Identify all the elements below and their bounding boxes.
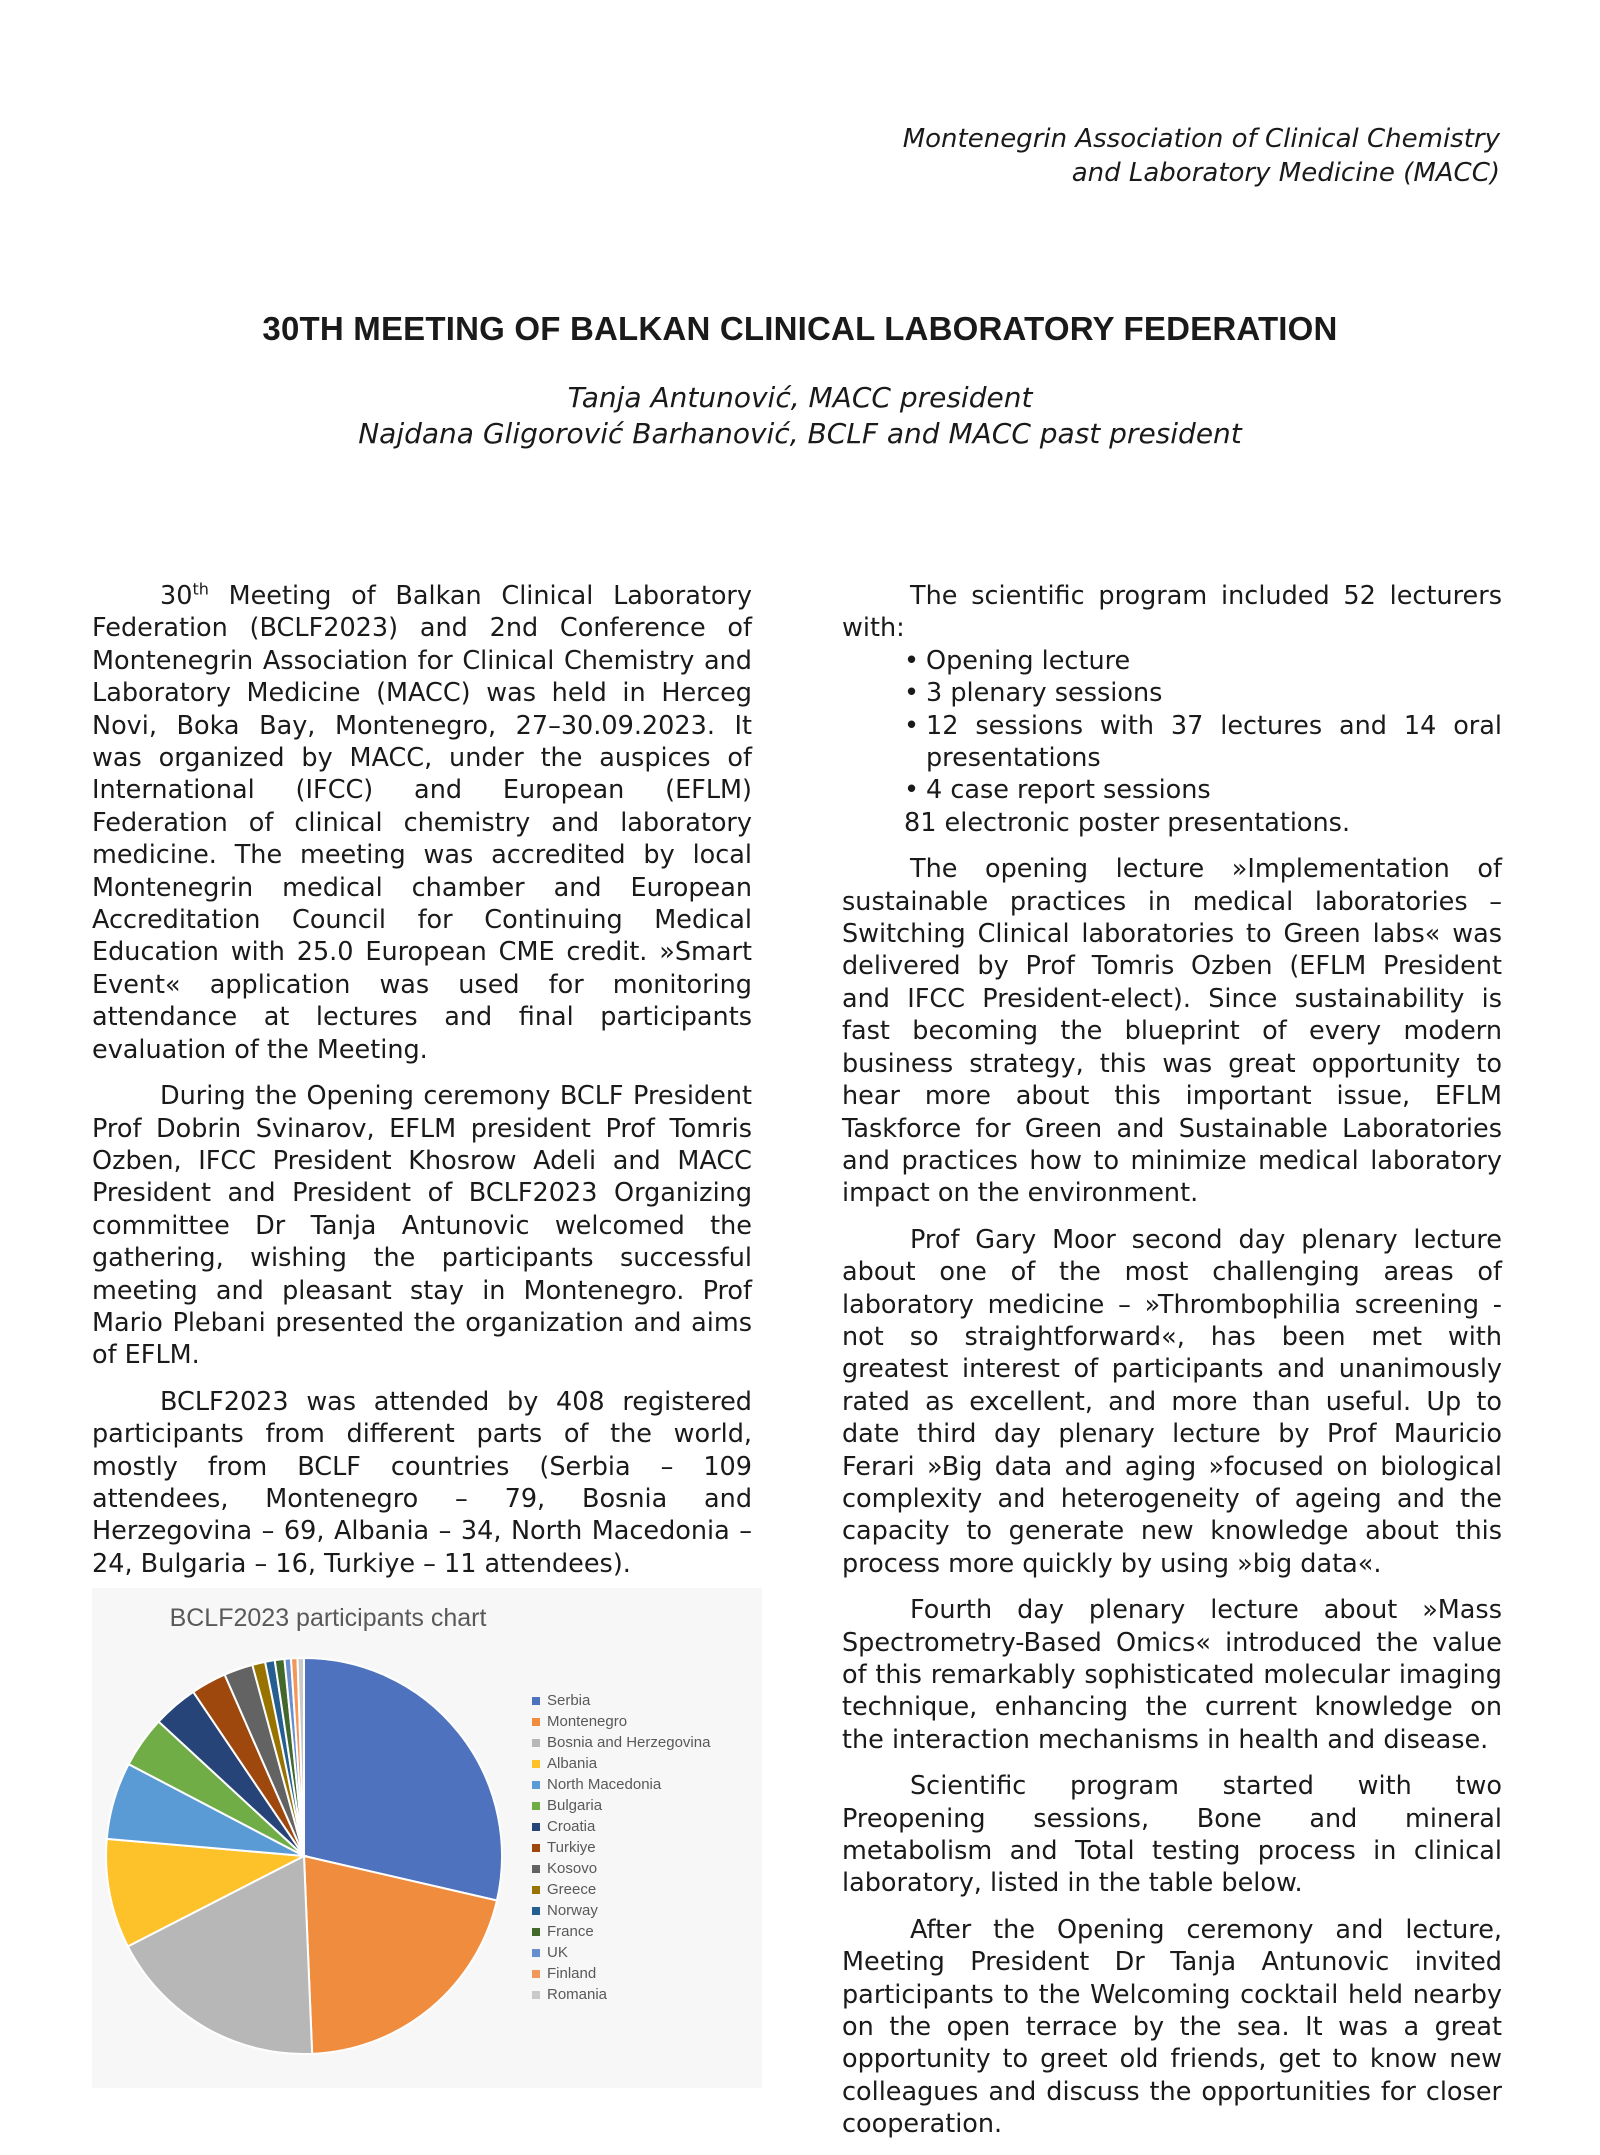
chart-title: BCLF2023 participants chart [169, 1604, 487, 1632]
legend-swatch [532, 1697, 540, 1705]
legend-label: Croatia [547, 1818, 596, 1835]
list-item: • Opening lecture [904, 645, 1502, 677]
legend-swatch [532, 1949, 540, 1957]
legend-swatch [532, 1991, 540, 1999]
paragraph-second-day: Prof Gary Moor second day plenary lecture about one of the most challenging areas of laboratory medicine – »Thrombophilia screening - not so straightforward«, has been met with greatest interest of participants and unanimously rated as excellent, and more than useful. Up to date third day plenary lecture by Prof Mauricio Ferari »Big data and aging »focused on biological complexity and heterogeneity of ageing and the capacity to generate new knowledge about this process more quickly by using »big data«. [842, 1224, 1502, 1579]
legend-swatch [532, 1970, 540, 1978]
legend-label: Kosovo [547, 1860, 598, 1877]
legend-label: Montenegro [547, 1713, 628, 1730]
paragraph-fourth-day: Fourth day plenary lecture about »Mass Spectrometry-Based Omics« introduced the value of this remarkably sophisticated molecular imaging technique, enhancing the current knowledge on the interaction mechanisms in health and disease. [842, 1595, 1502, 1755]
paragraph-cocktail: After the Opening ceremony and lecture, Meeting President Dr Tanja Antunovic invited participants to the Welcoming cocktail held nearby on the open terrace by the sea. It was a great opportunity to greet old friends, get to know new colleagues and discuss the opportunities for closer cooperation. [842, 1914, 1502, 2140]
legend-label: Albania [547, 1755, 598, 1772]
right-column [842, 580, 1502, 2155]
left-column [92, 580, 752, 1594]
legend-swatch [532, 1886, 540, 1894]
poster-line: 81 electronic poster presentations. [904, 807, 1351, 838]
authors [0, 380, 1600, 452]
legend-swatch [532, 1865, 540, 1873]
legend-label: Finland [547, 1965, 597, 1982]
legend-swatch [532, 1718, 540, 1726]
legend-label: France [547, 1923, 594, 1940]
legend-label: Bosnia and Herzegovina [547, 1734, 711, 1751]
legend-label: Serbia [547, 1692, 591, 1709]
org-line-1: Montenegrin Association of Clinical Chemistry [902, 124, 1500, 154]
legend-label: Romania [547, 1986, 608, 2003]
org-line-2: and Laboratory Medicine (MACC) [1071, 158, 1500, 188]
legend-label: Greece [547, 1881, 597, 1898]
paragraph-preopening: Scientific program started with two Preopening sessions, Bone and mineral metabolism and Total testing process in clinical laboratory, listed in the table below. [842, 1771, 1502, 1899]
paragraph-program: The scientific program included 52 lecturers with: [842, 581, 1502, 644]
legend-label: UK [547, 1944, 568, 1961]
list-item: • 3 plenary sessions [904, 677, 1502, 709]
program-list [842, 645, 1502, 807]
legend-swatch [532, 1760, 540, 1768]
list-item: • 12 sessions with 37 lectures and 14 oral presentations [904, 710, 1502, 775]
legend-swatch [532, 1823, 540, 1831]
legend-swatch [532, 1907, 540, 1915]
paragraph-intro: 30th Meeting of Balkan Clinical Laboratory Federation (BCLF2023) and 2nd Conference of Montenegrin Association for Clinical Chemistry and Laboratory Medicine (MACC) was held in Herceg Novi, Boka Bay, Montenegro, 27–30.09.2023. It was organized by MACC, under the auspices of International (IFCC) and European (EFLM) Federation of clinical chemistry and laboratory medicine. The meeting was accredited by local Montenegrin medical chamber and European Accreditation Council for Continuing Medical Education with 25.0 European CME credit. »Smart Event« application was used for monitoring attendance at lectures and final participants evaluation of the Meeting. [92, 579, 752, 1065]
legend-swatch [532, 1928, 540, 1936]
legend-label: North Macedonia [547, 1776, 662, 1793]
paragraph-attendance: BCLF2023 was attended by 408 registered participants from different parts of the world, mostly from BCLF countries (Serbia – 109 attendees, Montenegro – 79, Bosnia and Herzegovina – 69, Albania – 34, North Macedonia – 24, Bulgaria – 16, Turkiye – 11 attendees). [92, 1386, 752, 1579]
legend-label: Turkiye [547, 1839, 596, 1856]
legend-swatch [532, 1781, 540, 1789]
legend-swatch [532, 1844, 540, 1852]
participants-pie-chart [92, 1588, 762, 2088]
legend-swatch [532, 1739, 540, 1747]
paragraph-opening-ceremony: During the Opening ceremony BCLF President Prof Dobrin Svinarov, EFLM president Prof Tomris Ozben, IFCC President Khosrow Adeli and MACC President and President of BCLF2023 Organizing committee Dr Tanja Antunovic welcomed the gathering, wishing the participants successful meeting and pleasant stay in Montenegro. Prof Mario Plebani presented the organization and aims of EFLM. [92, 1081, 752, 1371]
pie-chart-svg [92, 1588, 762, 2088]
author-1: Tanja Antunović, MACC president [567, 381, 1033, 414]
article-title: 30TH MEETING OF BALKAN CLINICAL LABORATORY FEDERATION [262, 310, 1338, 347]
legend-swatch [532, 1802, 540, 1810]
list-item: • 4 case report sessions [904, 774, 1502, 806]
legend-label: Norway [547, 1902, 598, 1919]
author-2: Najdana Gligorović Barhanović, BCLF and MACC past president [358, 417, 1242, 450]
organization-header [903, 122, 1500, 190]
paragraph-opening-lecture: The opening lecture »Implementation of sustainable practices in medical laboratories – Switching Clinical laboratories to Green labs« was delivered by Prof Tomris Ozben (EFLM President and IFCC President-elect). Since sustainability is fast becoming the blueprint of every modern business strategy, this was great opportunity to hear more about this important issue, EFLM Taskforce for Green and Sustainable Laboratories and practices how to minimize medical laboratory impact on the environment. [842, 854, 1502, 1209]
legend-label: Bulgaria [547, 1797, 603, 1814]
